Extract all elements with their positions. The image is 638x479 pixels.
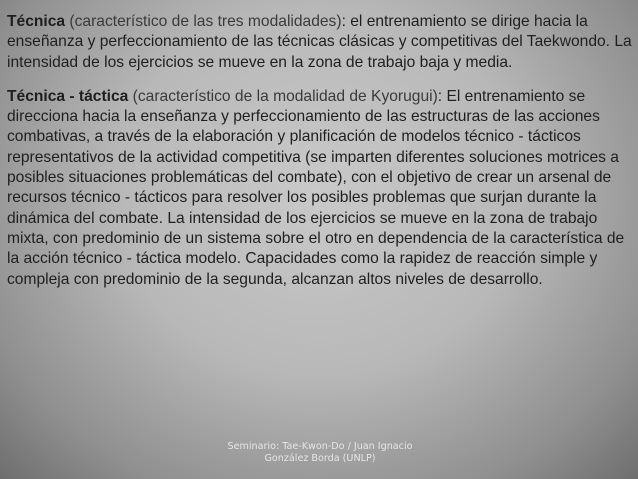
slide-content [7, 12, 633, 290]
footer-line-2: González Borda (UNLP) [264, 453, 376, 464]
slide-footer [210, 441, 430, 465]
paragraph-lead-note: (característico de la modalidad de Kyorugui) [128, 87, 438, 105]
paragraph-lead: Técnica - táctica [7, 87, 129, 105]
footer-line-1: Seminario: Tae-Kwon-Do / Juan Ignacio [227, 441, 413, 452]
paragraph-body: : El entrenamiento se direcciona hacia la enseñanza y perfeccionamiento de las estructuras de las acciones combativas, a través de la elaboración y planificación de modelos técnico - tácticos representativos de la actividad competitiva (se imparten diferentes soluciones motrices a posibles situaciones problemáticas del combate), con el objetivo de crear un arsenal de recursos técnico - tácticos para resolver los posibles problemas que surjan durante la dinámica del combate. La intensidad de los ejercicios se mueve en la zona de trabajo mixta, con predominio de un sistema sobre el otro en dependencia de la característica de la acción técnico - táctica modelo. Capacidades como la rapidez de reacción simple y compleja con predominio de la segunda, alcanzan altos niveles de desarrollo. [7, 87, 625, 288]
paragraph-tecnica [7, 12, 633, 73]
paragraph-lead-note: (característico de las tres modalidades) [65, 13, 342, 30]
paragraph-tecnica-tactica [7, 87, 633, 290]
paragraph-lead: Técnica [7, 13, 66, 30]
paragraph-body: : el entrenamiento se dirige hacia la enseñanza y perfeccionamiento de las técnicas clásicas y competitivas del Taekwondo. La intensidad de los ejercicios se mueve en la zona de trabajo baja y media. [7, 13, 632, 71]
